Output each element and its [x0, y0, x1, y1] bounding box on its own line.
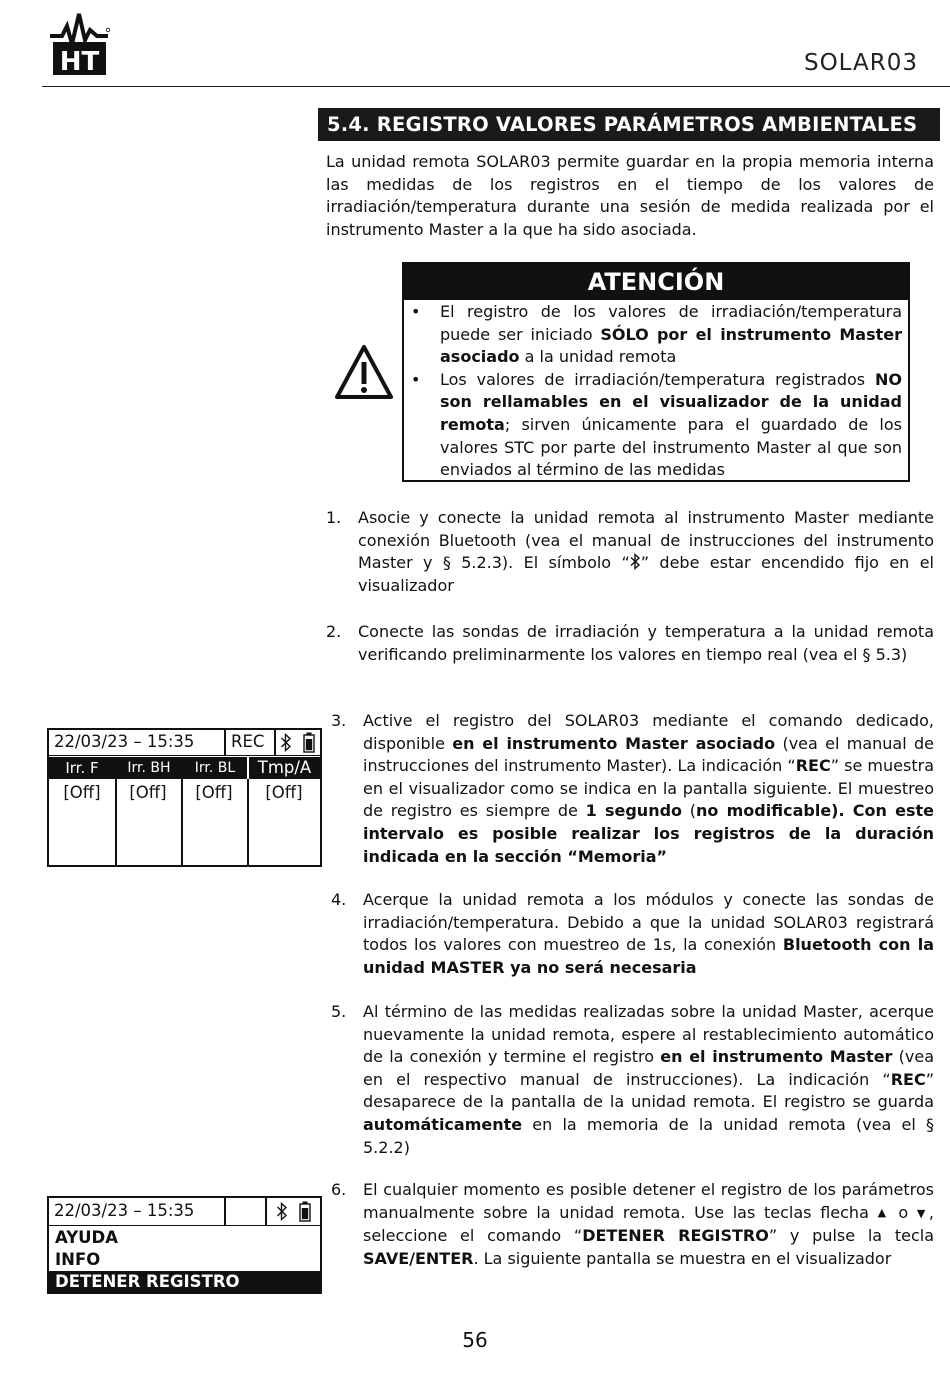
value-irr-f: [Off]: [63, 783, 101, 802]
arrow-up-icon: ▲: [877, 1205, 890, 1219]
arrow-down-icon: ▼: [916, 1206, 929, 1220]
attention-list: [404, 301, 908, 482]
section-title: 5.4. REGISTRO VALORES PARÁMETROS AMBIENTALES: [318, 108, 940, 141]
value-irr-bl: [Off]: [195, 783, 233, 802]
step-text: El cualquier momento es posible detener el registro de los parámetros manualmente sobre la unidad remota. Use las teclas flecha ▲ o ▼, seleccione el comando “DETENER REGISTRO” y pulse la tecla SAVE/ENTER. La siguiente pantalla se muestra en el visualizador: [363, 1180, 934, 1268]
lcd-screen-menu: [47, 1196, 322, 1294]
battery-icon: [303, 732, 315, 753]
lcd-status-row: [49, 1198, 320, 1226]
step-number: 6.: [331, 1180, 347, 1199]
step-number: 4.: [331, 890, 347, 909]
menu-item-info[interactable]: INFO: [55, 1250, 101, 1269]
menu-item-ayuda[interactable]: AYUDA: [55, 1228, 119, 1247]
step-text: Al término de las medidas realizadas sobre la unidad Master, acerque nuevamente la unidad remota, espere al restablecimiento automático de la conexión y termine el registro en el instrumento Master (vea en el respectivo manual de instrucciones). La indicación “REC” desaparece de la pantalla de la unidad remota. El registro se guarda automáticamente en la memoria de la unidad remota (vea el § 5.2.2): [363, 1002, 934, 1157]
ht-logo: [50, 10, 112, 76]
col-irr-f: Irr. F: [65, 759, 99, 777]
step-number: 5.: [331, 1002, 347, 1021]
bluetooth-icon: [280, 733, 292, 752]
bullet: •: [411, 369, 421, 389]
rec-indicator: REC: [231, 732, 265, 751]
value-tmp-a: [Off]: [265, 783, 303, 802]
lcd-screen-recording: [47, 728, 322, 867]
page-number: 56: [462, 1328, 488, 1352]
bullet: •: [411, 302, 421, 321]
step-number: 2.: [326, 622, 342, 641]
step-text: Active el registro del SOLAR03 mediante el comando dedicado, disponible en el instrumento Master asociado (vea el manual de instrucciones del instrumento Master). La indicación “REC” se muestra en el visualizador como se indica en la pantalla siguiente. El muestreo de registro es siempre de 1 segundo (no modificable). Con este intervalo es posible realizar los registros de la duración indicada en la sección “Memoria”: [363, 711, 935, 866]
step-text: Asocie y conecte la unidad remota al instrumento Master mediante conexión Bluetooth (vea el manual de instrucciones del instrumento Master y § 5.2.3). El símbolo “ ” debe estar encendido fijo en el visualizador: [358, 508, 934, 595]
col-irr-bl: Irr. BL: [194, 760, 236, 776]
lcd-column-header: [49, 757, 320, 779]
product-name: SOLAR03: [803, 50, 918, 76]
header-divider: [42, 86, 950, 87]
step-text: Conecte las sondas de irradiación y temperatura a la unidad remota verificando preliminarmente los valores en tiempo real (vea el § 5.3): [358, 622, 934, 664]
lcd-datetime: 22/03/23 – 15:35: [54, 732, 195, 751]
step-number: 1.: [326, 508, 342, 527]
bluetooth-icon: [276, 1202, 288, 1221]
section-intro: La unidad remota SOLAR03 permite guardar en la propia memoria interna las medidas de los registros en el tiempo de los valores de irradiación/temperatura durante una sesión de medida realizada por el instrumento Master a la que ha sido asociada.: [326, 152, 934, 239]
value-irr-bh: [Off]: [129, 783, 167, 802]
attention-title: ATENCIÓN: [404, 264, 908, 300]
col-tmp-a: Tmp/A: [257, 758, 312, 777]
attention-item: • El registro de los valores de irradiación/temperatura puede ser iniciado SÓLO por el instrumento Master asociado a la unidad remota: [411, 302, 902, 367]
logo-text: HT: [59, 47, 100, 76]
step-number: 3.: [331, 711, 347, 730]
col-irr-bh: Irr. BH: [127, 760, 171, 776]
attention-item: • Los valores de irradiación/temperatura registrados NO son rellamables en el visualizador de la unidad remota; sirven únicamente para el guardado de los valores STC por parte del instrumento Master al que son enviados al término de las medidas: [411, 369, 902, 480]
attention-box: [402, 262, 910, 482]
battery-icon: [299, 1201, 311, 1222]
menu-item-detener-registro[interactable]: DETENER REGISTRO: [49, 1271, 320, 1293]
lcd-datetime: 22/03/23 – 15:35: [54, 1201, 195, 1220]
lcd-status-row: [49, 730, 320, 756]
lcd-values-row: [49, 783, 320, 807]
bluetooth-icon: [630, 553, 641, 570]
step-text: Acerque la unidad remota a los módulos y conecte las sondas de irradiación/temperatura. Debido a que la unidad SOLAR03 registrará todos los valores con muestreo de 1s, la conexión Bluetooth con la unidad MASTER ya no será necesaria: [363, 890, 934, 977]
warning-triangle-icon: [334, 344, 394, 400]
